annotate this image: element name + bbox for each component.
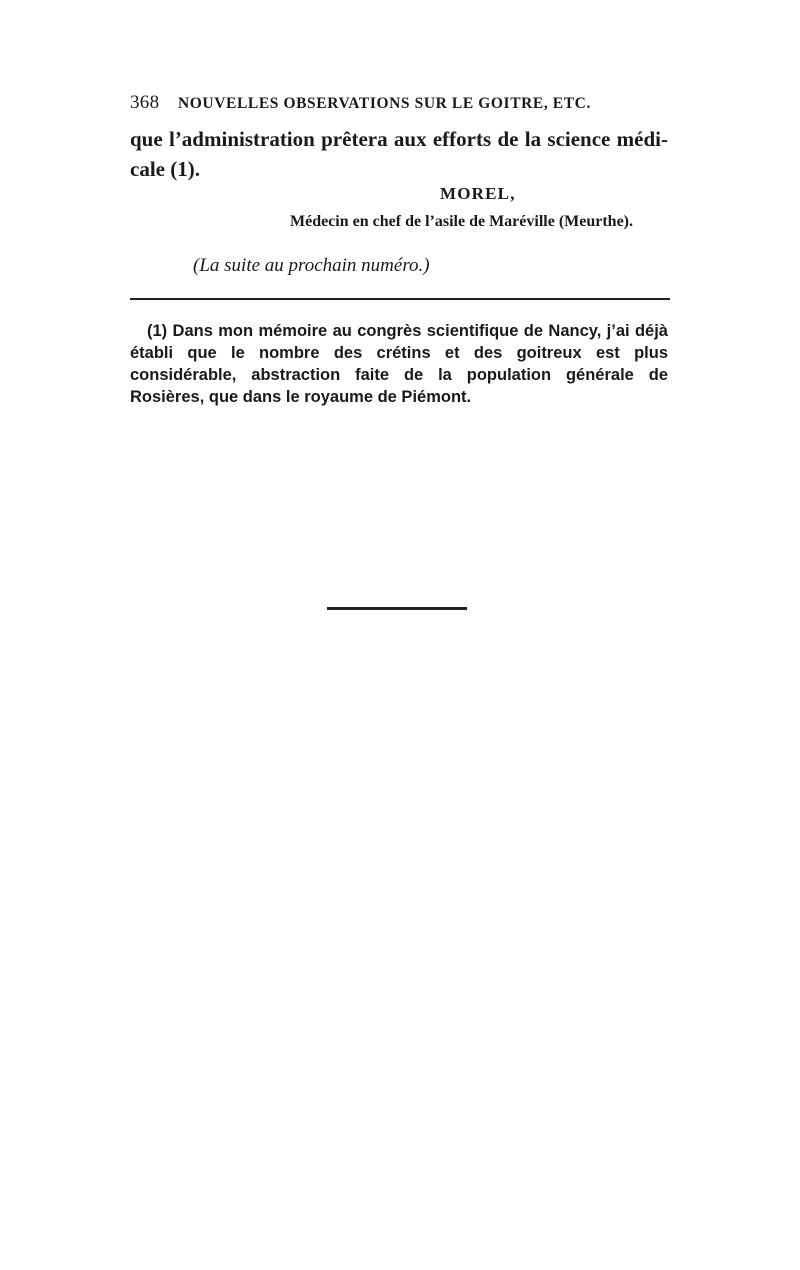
page-number: 368 xyxy=(130,92,160,113)
author-affiliation: Médecin en chef de l’asile de Maréville (Meurthe). xyxy=(290,213,633,230)
footnote: (1) Dans mon mémoire au congrès scientifique de Nancy, j’ai déjà établi que le nombre des crétins et des goitreux est plus considérable, abstraction faite de la population générale de Rosières, que dans le royaume de Piémont. xyxy=(130,322,668,406)
footnote-divider xyxy=(130,298,670,300)
running-head xyxy=(130,92,670,114)
section-end-rule xyxy=(327,607,467,610)
continuation-note: (La suite au prochain numéro.) xyxy=(193,255,430,276)
body-paragraph: que l’administration prêtera aux efforts de la science médi-cale (1). xyxy=(130,127,668,181)
author-signature: MOREL, xyxy=(440,184,516,203)
running-title: NOUVELLES OBSERVATIONS SUR LE GOITRE, ETC. xyxy=(177,95,591,112)
